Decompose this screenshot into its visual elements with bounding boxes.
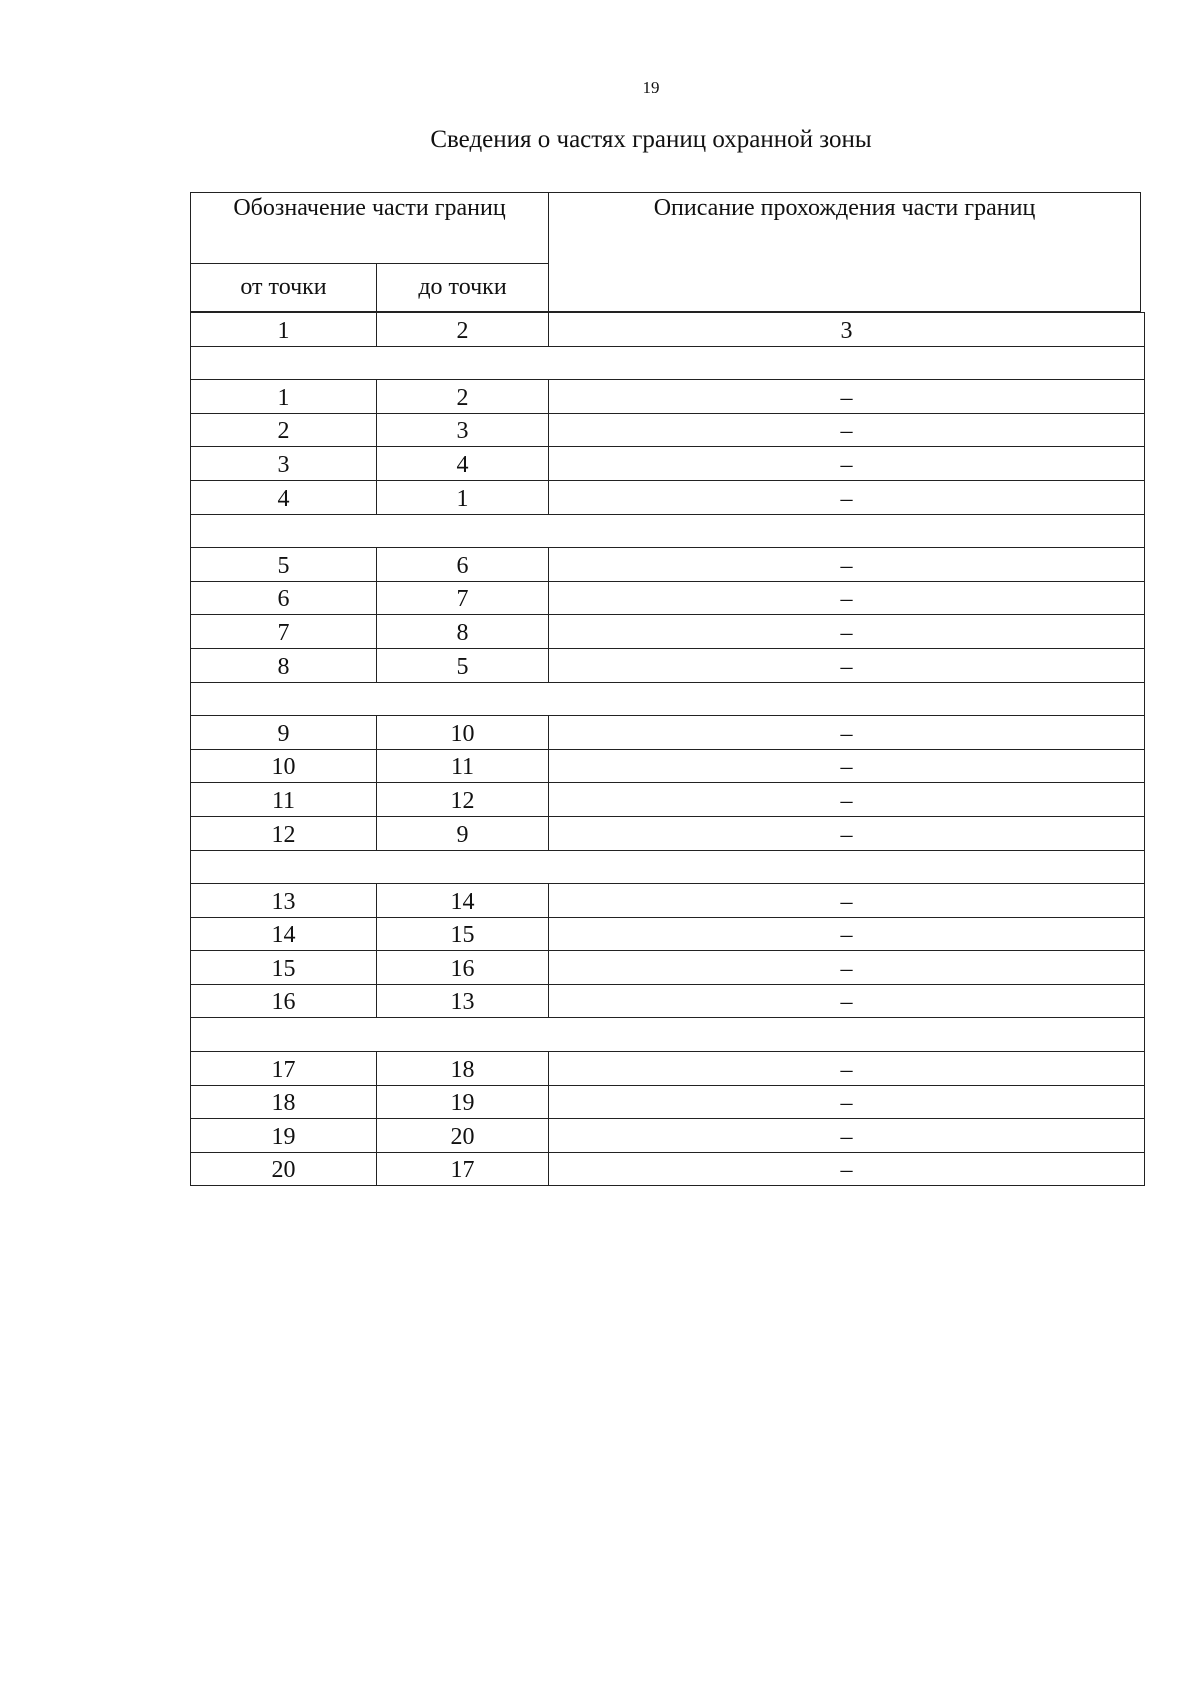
from-point-cell: 15 (191, 951, 377, 985)
header-from-point: от точки (191, 264, 377, 312)
description-cell: – (549, 581, 1145, 615)
table-row (191, 548, 1145, 582)
to-point-cell: 16 (377, 951, 549, 985)
page-title: Сведения о частях границ охранной зоны (430, 126, 872, 153)
from-point-cell: 10 (191, 749, 377, 783)
header-to-point: до точки (377, 264, 549, 312)
group-separator-cell (191, 346, 1145, 380)
description-cell: – (549, 1052, 1145, 1086)
from-point-cell: 20 (191, 1152, 377, 1186)
boundary-table-header (190, 192, 1141, 312)
description-cell: – (549, 380, 1145, 414)
description-cell: – (549, 447, 1145, 481)
description-cell: – (549, 984, 1145, 1018)
header-boundary-description: Описание прохождения части границ (549, 193, 1141, 312)
boundary-table (190, 312, 1145, 1186)
from-point-cell: 11 (191, 783, 377, 817)
description-cell: – (549, 1085, 1145, 1119)
group-separator-cell (191, 514, 1145, 548)
description-cell: – (549, 1119, 1145, 1153)
column-number-row (191, 313, 1145, 347)
group-separator-row (191, 346, 1145, 380)
table-row (191, 1085, 1145, 1119)
from-point-cell: 9 (191, 716, 377, 750)
from-point-cell: 12 (191, 816, 377, 850)
group-separator-row (191, 1018, 1145, 1052)
to-point-cell: 6 (377, 548, 549, 582)
from-point-cell: 13 (191, 884, 377, 918)
to-point-cell: 15 (377, 917, 549, 951)
column-number: 3 (549, 313, 1145, 347)
to-point-cell: 8 (377, 615, 549, 649)
description-cell: – (549, 413, 1145, 447)
from-point-cell: 19 (191, 1119, 377, 1153)
to-point-cell: 10 (377, 716, 549, 750)
table-row (191, 816, 1145, 850)
from-point-cell: 5 (191, 548, 377, 582)
from-point-cell: 7 (191, 615, 377, 649)
from-point-cell: 1 (191, 380, 377, 414)
to-point-cell: 17 (377, 1152, 549, 1186)
table-row (191, 1119, 1145, 1153)
table-row (191, 783, 1145, 817)
from-point-cell: 2 (191, 413, 377, 447)
description-cell: – (549, 884, 1145, 918)
to-point-cell: 9 (377, 816, 549, 850)
group-separator-cell (191, 682, 1145, 716)
description-cell: – (549, 648, 1145, 682)
boundary-table-body (191, 313, 1145, 1186)
group-separator-row (191, 682, 1145, 716)
from-point-cell: 18 (191, 1085, 377, 1119)
to-point-cell: 7 (377, 581, 549, 615)
table-row (191, 581, 1145, 615)
description-cell: – (549, 548, 1145, 582)
table-row (191, 749, 1145, 783)
to-point-cell: 11 (377, 749, 549, 783)
to-point-cell: 14 (377, 884, 549, 918)
table-row (191, 884, 1145, 918)
table-row (191, 447, 1145, 481)
description-cell: – (549, 917, 1145, 951)
description-cell: – (549, 615, 1145, 649)
from-point-cell: 8 (191, 648, 377, 682)
to-point-cell: 5 (377, 648, 549, 682)
description-cell: – (549, 480, 1145, 514)
to-point-cell: 20 (377, 1119, 549, 1153)
from-point-cell: 14 (191, 917, 377, 951)
table-row (191, 1052, 1145, 1086)
table-row (191, 615, 1145, 649)
table-row (191, 1152, 1145, 1186)
to-point-cell: 18 (377, 1052, 549, 1086)
group-separator-row (191, 850, 1145, 884)
table-row (191, 413, 1145, 447)
table-row (191, 951, 1145, 985)
to-point-cell: 3 (377, 413, 549, 447)
to-point-cell: 2 (377, 380, 549, 414)
to-point-cell: 19 (377, 1085, 549, 1119)
to-point-cell: 4 (377, 447, 549, 481)
table-row (191, 380, 1145, 414)
from-point-cell: 16 (191, 984, 377, 1018)
column-number: 2 (377, 313, 549, 347)
from-point-cell: 17 (191, 1052, 377, 1086)
group-separator-row (191, 514, 1145, 548)
description-cell: – (549, 783, 1145, 817)
table-row (191, 984, 1145, 1018)
to-point-cell: 13 (377, 984, 549, 1018)
to-point-cell: 1 (377, 480, 549, 514)
description-cell: – (549, 1152, 1145, 1186)
from-point-cell: 6 (191, 581, 377, 615)
table-row (191, 480, 1145, 514)
to-point-cell: 12 (377, 783, 549, 817)
header-boundary-designation: Обозначение части границ (191, 193, 549, 264)
table-row (191, 648, 1145, 682)
description-cell: – (549, 749, 1145, 783)
from-point-cell: 4 (191, 480, 377, 514)
page-number: 19 (642, 78, 660, 97)
description-cell: – (549, 716, 1145, 750)
group-separator-cell (191, 850, 1145, 884)
from-point-cell: 3 (191, 447, 377, 481)
table-row (191, 716, 1145, 750)
description-cell: – (549, 951, 1145, 985)
description-cell: – (549, 816, 1145, 850)
column-number: 1 (191, 313, 377, 347)
table-row (191, 917, 1145, 951)
group-separator-cell (191, 1018, 1145, 1052)
